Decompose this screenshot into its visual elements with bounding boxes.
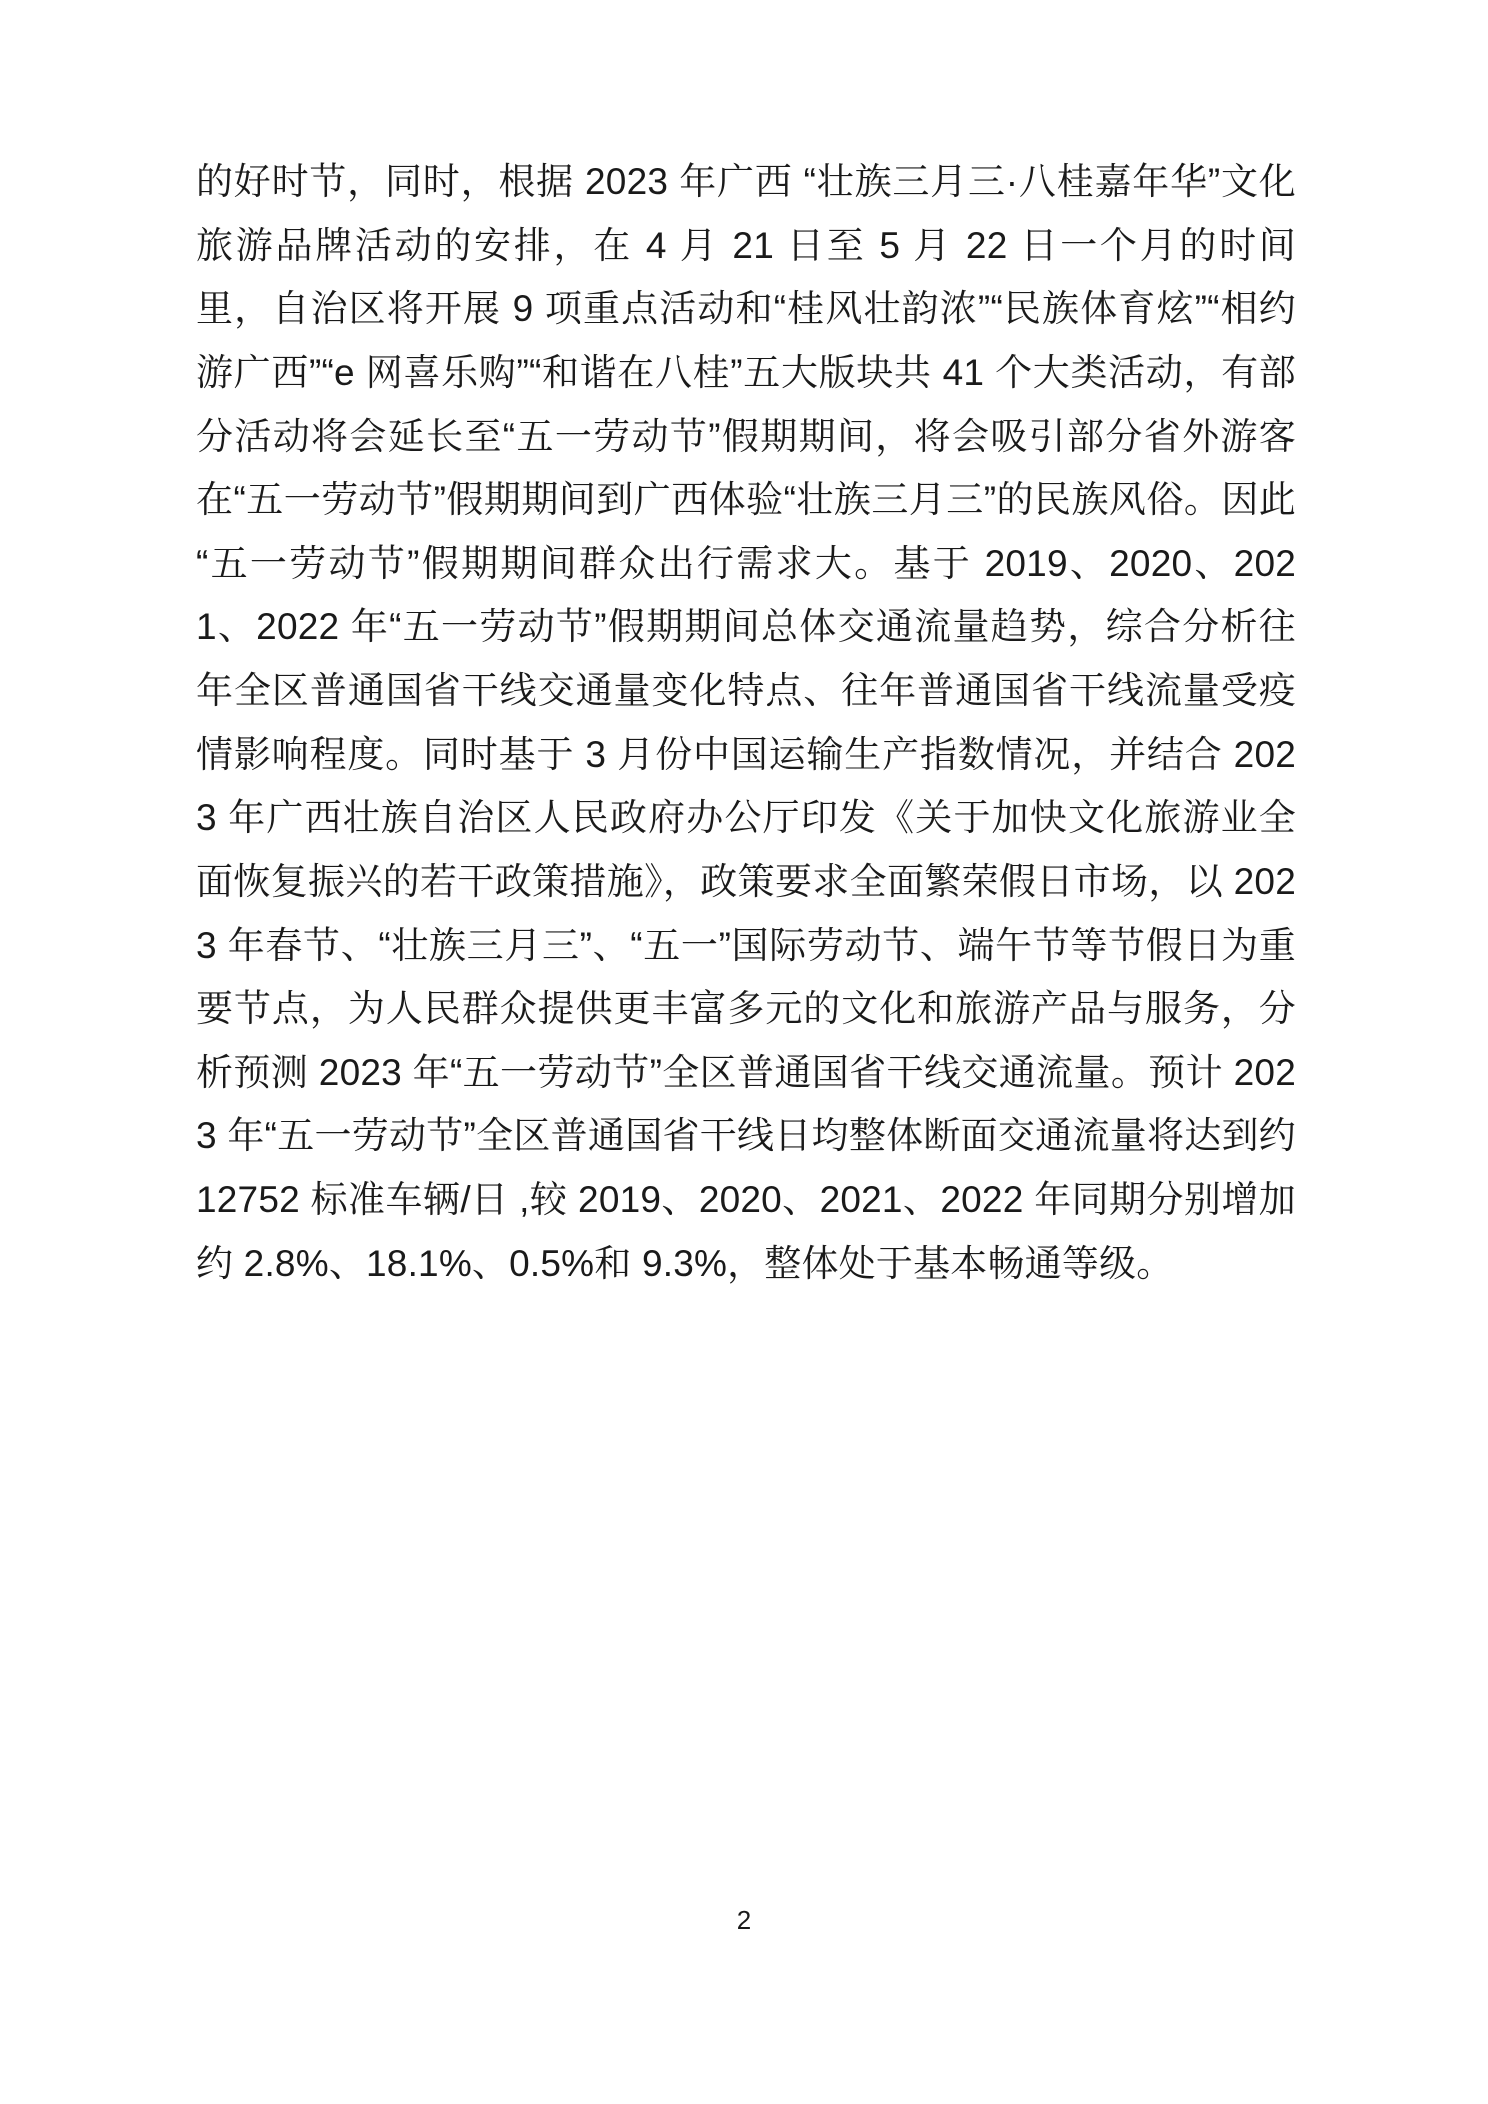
- document-body: [196, 150, 1296, 1295]
- page-number: 2: [736, 1905, 752, 1935]
- body-paragraph: 的好时节，同时，根据 2023 年广西 “壮族三月三·八桂嘉年华”文化旅游品牌活动的安排，在 4 月 21 日至 5 月 22 日一个月的时间里，自治区将开展 9 项重点活动和“桂风壮韵浓”“民族体育炫”“相约游广西”“e 网喜乐购”“和谐在八桂”五大版块共 41 个大类活动，有部分活动将会延长至“五一劳动节”假期期间，将会吸引部分省外游客在“五一劳动节”假期期间到广西体验“壮族三月三”的民族风俗。因此“五一劳动节”假期期间群众出行需求大。基于 2019、2020、2021、2022 年“五一劳动节”假期期间总体交通流量趋势，综合分析往年全区普通国省干线交通量变化特点、往年普通国省干线流量受疫情影响程度。同时基于 3 月份中国运输生产指数情况，并结合 2023 年广西壮族自治区人民政府办公厅印发《关于加快文化旅游业全面恢复振兴的若干政策措施》，政策要求全面繁荣假日市场，以 2023 年春节、“壮族三月三”、“五一”国际劳动节、端午节等节假日为重要节点，为人民群众提供更丰富多元的文化和旅游产品与服务，分析预测 2023 年“五一劳动节”全区普通国省干线交通流量。预计 2023 年“五一劳动节”全区普通国省干线日均整体断面交通流量将达到约 12752 标准车辆/日 ,较 2019、2020、2021、2022 年同期分别增加约 2.8%、18.1%、0.5%和 9.3%，整体处于基本畅通等级。: [196, 161, 1296, 1284]
